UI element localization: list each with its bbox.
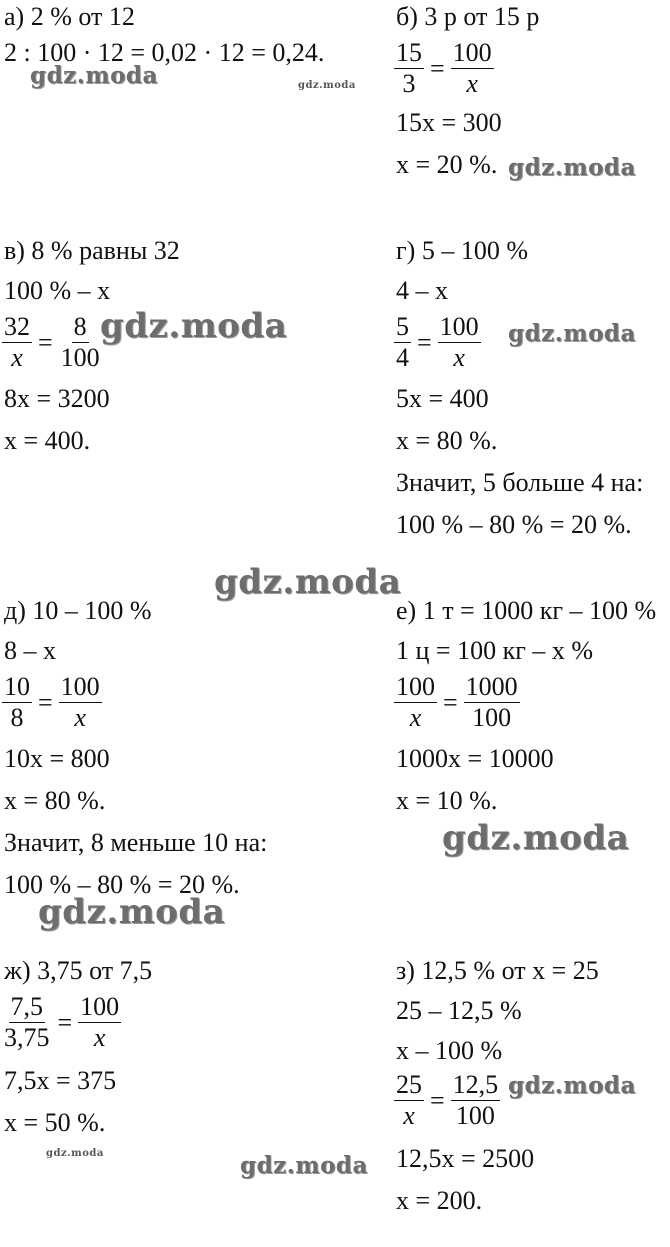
problem-zh-title: ж) 3,75 от 7,5 <box>4 956 153 985</box>
fraction-denominator: x <box>11 343 23 372</box>
problem-b-line1: 15x = 300 <box>396 108 502 137</box>
fraction-denominator: 8 <box>10 703 24 732</box>
fraction-denominator: x <box>93 1023 106 1052</box>
problem-b-title: б) 3 р от 15 р <box>396 2 540 31</box>
problem-b-line2: x = 20 %. <box>396 150 498 179</box>
problem-g-line2: x = 80 %. <box>396 426 498 455</box>
problem-d-line3: Значит, 8 меньше 10 на: <box>4 828 268 857</box>
problem-z-proportion: $\frac{25}{x}$ = $\frac{12,5}{100}$ <box>396 1070 499 1130</box>
watermark-logo: gdz.moda <box>508 154 636 181</box>
fraction-denominator: x <box>453 343 465 372</box>
problem-d-line0: 8 – x <box>4 636 56 665</box>
problem-z-line0: 25 – 12,5 % <box>396 996 522 1025</box>
problem-b-proportion: $\frac{15}{3}$ = $\frac{100}{x}$ <box>396 38 492 98</box>
fraction-numerator: 5 <box>396 312 409 341</box>
fraction-numerator: 25 <box>396 1070 422 1099</box>
fraction-denominator: x <box>74 703 86 732</box>
watermark-logo: gdz.moda <box>240 1152 368 1179</box>
fraction-denominator: 3,75 <box>4 1023 50 1052</box>
problem-a-title: а) 2 % от 12 <box>4 2 135 31</box>
problem-g-title: г) 5 – 100 % <box>396 236 528 265</box>
fraction-numerator: 100 <box>439 312 479 341</box>
fraction-numerator: 100 <box>452 38 492 67</box>
watermark-logo: gdz.moda <box>100 306 288 346</box>
fraction-denominator: 100 <box>60 343 100 372</box>
problem-a-line: 2 : 100 · 12 = 0,02 · 12 = 0,24. <box>4 38 325 67</box>
fraction-numerator: 15 <box>396 38 422 67</box>
fraction-numerator: 32 <box>4 312 30 341</box>
problem-d-line1: 10x = 800 <box>4 744 110 773</box>
fraction-denominator: x <box>409 703 422 732</box>
fraction-denominator: 4 <box>396 343 409 372</box>
watermark-logo: gdz.moda <box>298 80 356 91</box>
problem-zh-line2: x = 50 %. <box>4 1108 106 1137</box>
problem-g-line4: 100 % – 80 % = 20 %. <box>396 510 632 539</box>
problem-z-title: з) 12,5 % от x = 25 <box>396 956 599 985</box>
watermark-logo: gdz.moda <box>442 818 630 858</box>
problem-g-proportion: $\frac{5}{4}$ = $\frac{100}{x}$ <box>396 312 479 372</box>
problem-g-line3: Значит, 5 больше 4 на: <box>396 468 644 497</box>
fraction-numerator: 100 <box>396 672 435 701</box>
watermark-logo: gdz.moda <box>30 62 158 89</box>
fraction-numerator: 100 <box>80 992 120 1021</box>
problem-d-proportion: $\frac{10}{8}$ = $\frac{100}{x}$ <box>4 672 100 732</box>
problem-v-line1: 8x = 3200 <box>4 384 110 413</box>
fraction-numerator: 7,5 <box>10 992 43 1021</box>
problem-d-line4: 100 % – 80 % = 20 %. <box>4 870 240 899</box>
problem-e-line2: x = 10 %. <box>396 786 498 815</box>
problem-z-line1: 12,5x = 2500 <box>396 1144 535 1173</box>
problem-z-line2: x = 200. <box>396 1186 483 1215</box>
problem-g-line0: 4 – x <box>396 276 448 305</box>
watermark-logo: gdz.moda <box>38 892 226 932</box>
problem-zh-proportion: $\frac{7,5}{3,75}$ = $\frac{100}{x}$ <box>4 992 120 1052</box>
problem-d-line2: x = 80 %. <box>4 786 106 815</box>
problem-z-line0b: x – 100 % <box>396 1036 503 1065</box>
watermark-logo: gdz.moda <box>214 562 402 602</box>
fraction-numerator: 12,5 <box>452 1070 499 1099</box>
problem-g-line1: 5x = 400 <box>396 384 489 413</box>
fraction-numerator: 1000 <box>465 672 518 701</box>
fraction-denominator: x <box>466 69 478 98</box>
problem-e-proportion: $\frac{100}{x}$ = $\frac{1000}{100}$ <box>396 672 518 732</box>
problem-e-line0: 1 ц = 100 кг – x % <box>396 636 594 665</box>
fraction-numerator: 10 <box>4 672 30 701</box>
problem-v-line0: 100 % – x <box>4 276 111 305</box>
fraction-denominator: 100 <box>472 703 512 732</box>
fraction-denominator: x <box>403 1101 415 1130</box>
fraction-denominator: 3 <box>402 69 416 98</box>
problem-v-line2: x = 400. <box>4 426 91 455</box>
watermark-logo: gdz.moda <box>508 1072 636 1099</box>
watermark-logo: gdz.moda <box>508 320 636 347</box>
fraction-numerator: 8 <box>73 312 87 341</box>
problem-e-line1: 1000x = 10000 <box>396 744 554 773</box>
problem-e-title: е) 1 т = 1000 кг – 100 % <box>396 596 657 625</box>
fraction-numerator: 100 <box>60 672 100 701</box>
problem-d-title: д) 10 – 100 % <box>4 596 152 625</box>
fraction-denominator: 100 <box>455 1101 495 1130</box>
watermark-logo: gdz.moda <box>46 1148 104 1159</box>
problem-v-title: в) 8 % равны 32 <box>4 236 180 265</box>
problem-v-proportion: $\frac{32}{x}$ = $\frac{8}{100}$ <box>4 312 100 372</box>
problem-zh-line1: 7,5x = 375 <box>4 1066 117 1095</box>
